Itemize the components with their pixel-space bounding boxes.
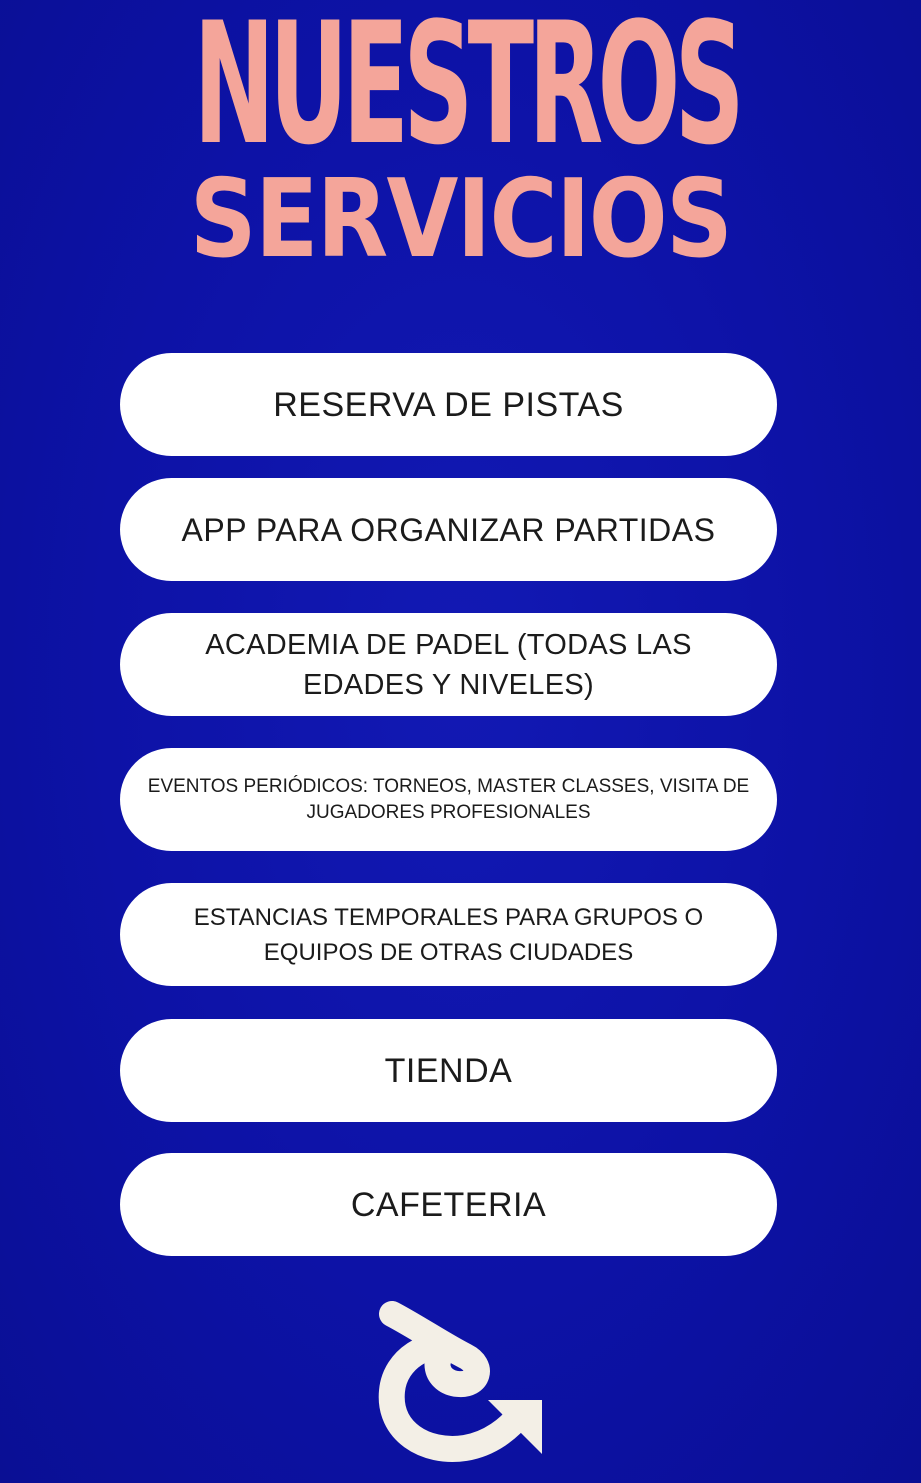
service-button-cafeteria[interactable] [120, 1153, 777, 1256]
service-button-eventos-periodicos[interactable] [120, 748, 777, 851]
service-button-app-organizar-partidas[interactable] [120, 478, 777, 581]
service-button-tienda[interactable] [120, 1019, 777, 1122]
service-label: CAFETERIA [350, 1185, 547, 1224]
page-title-line1: NUESTROS [193, 0, 739, 182]
service-label: EVENTOS PERIÓDICOS: TORNEOS, MASTER CLASSES, VISITA DE JUGADORES PROFESIONALES [147, 775, 750, 823]
page-title-line2: SERVICIOS [189, 157, 732, 282]
service-label: ESTANCIAS TEMPORALES PARA GRUPOS O EQUIPOS DE OTRAS CIUDADES [193, 903, 704, 966]
service-label: APP PARA ORGANIZAR PARTIDAS [181, 511, 716, 548]
service-label: RESERVA DE PISTAS [273, 385, 624, 424]
service-button-reserva-de-pistas[interactable] [120, 353, 777, 456]
service-button-estancias-temporales[interactable] [120, 883, 777, 986]
looped-arrow-logo-icon [370, 1296, 550, 1466]
service-label: TIENDA [384, 1051, 513, 1090]
service-label: ACADEMIA DE PADEL (TODAS LAS EDADES Y NIVELES) [205, 628, 692, 701]
service-button-academia-de-padel[interactable] [120, 613, 777, 716]
